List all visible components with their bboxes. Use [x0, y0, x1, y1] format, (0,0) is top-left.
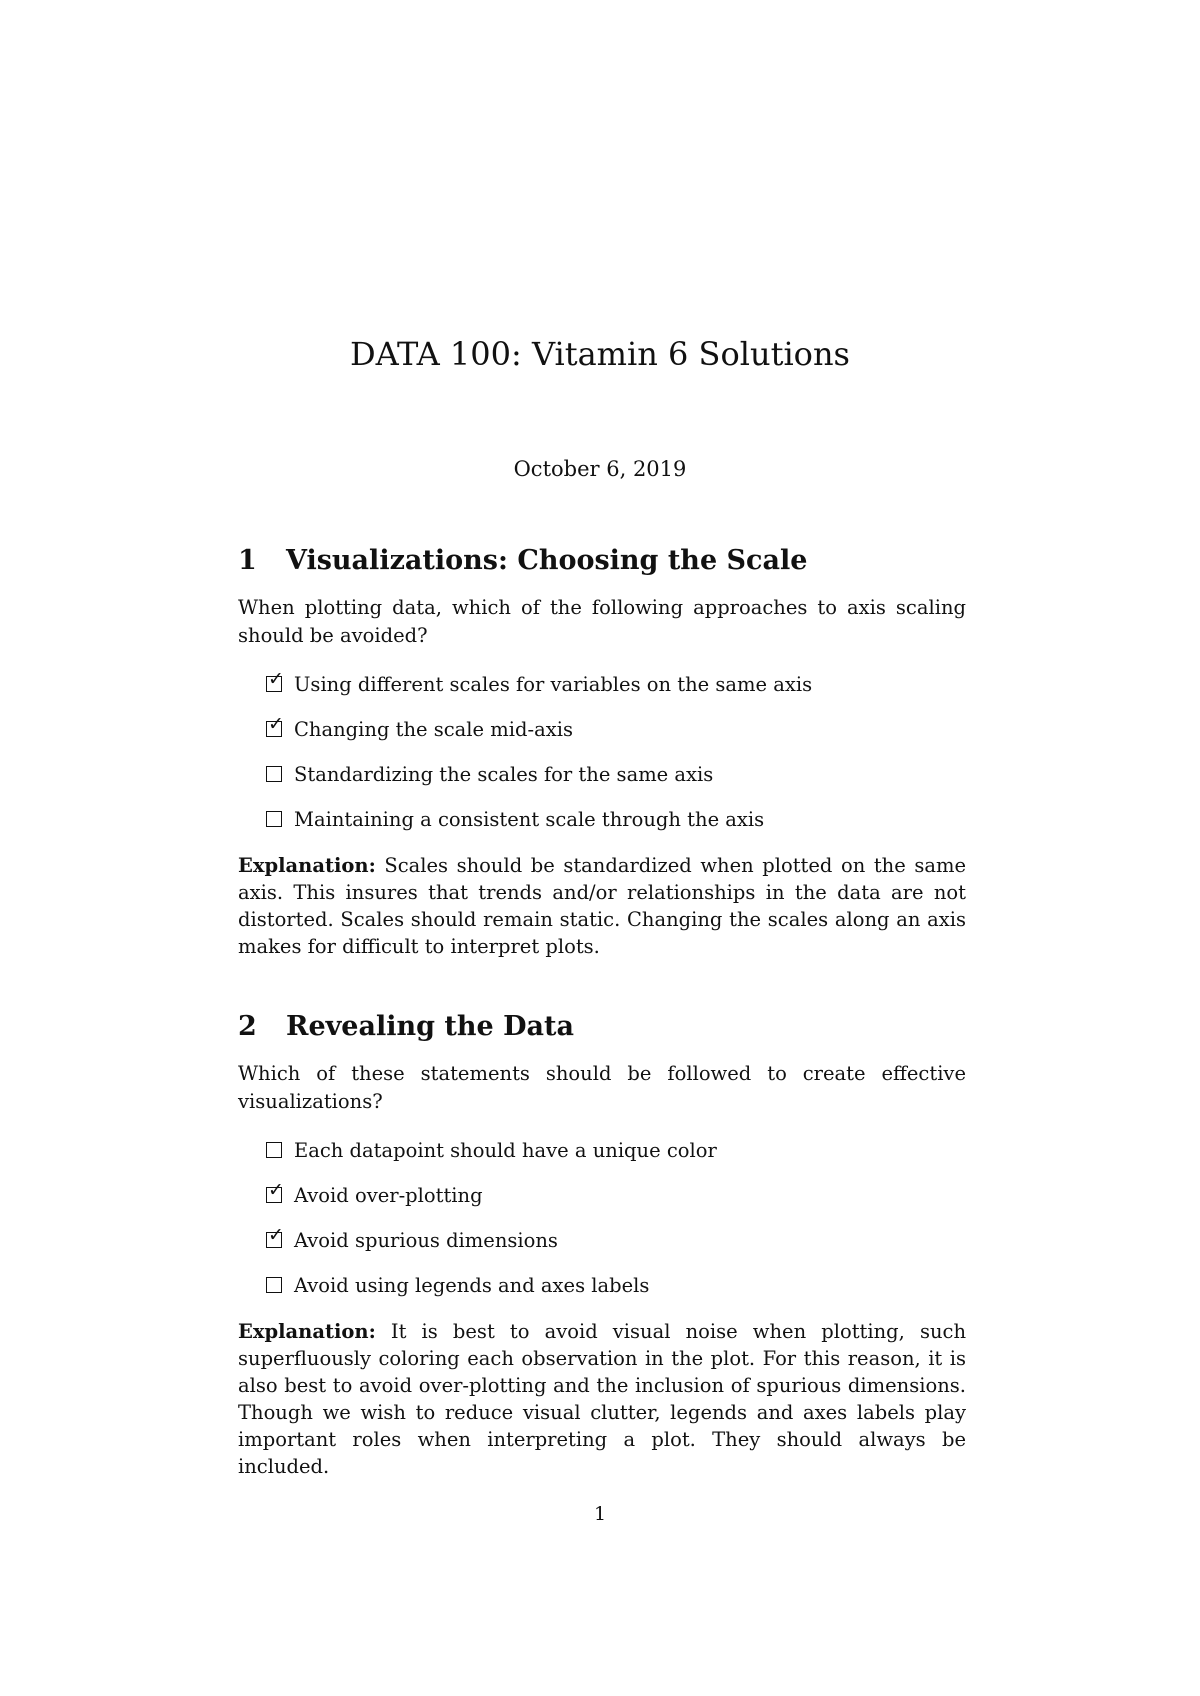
unchecked-checkbox-icon[interactable] [266, 1142, 282, 1158]
checkmark-icon: ✓ [268, 712, 284, 735]
option-label: Using different scales for variables on the same axis [294, 673, 813, 696]
unchecked-checkbox-icon[interactable] [266, 766, 282, 782]
options-list [238, 1128, 966, 1308]
section-number: 2 [238, 1011, 257, 1042]
option-label: Changing the scale mid-axis [294, 718, 573, 741]
section-heading [238, 1010, 966, 1044]
option-label: Each datapoint should have a unique color [294, 1139, 717, 1162]
options-list [238, 662, 966, 842]
option-item [266, 1128, 966, 1173]
option-label: Avoid spurious dimensions [294, 1229, 558, 1252]
explanation-text: It is best to avoid visual noise when plotting, such superfluously coloring each observation in the plot. For this reason, it is also best to avoid over-plotting and the inclusion of spurious dimensions. Though we wish to reduce visual clutter, legends and axes labels play important roles when interpreting a plot. They should always be included. [238, 1320, 966, 1478]
section-title: Visualizations: Choosing the Scale [286, 545, 808, 576]
question-prompt: When plotting data, which of the following approaches to axis scaling should be avoided? [238, 596, 966, 647]
checked-checkbox-icon[interactable] [266, 1178, 284, 1203]
checkmark-icon: ✓ [268, 667, 284, 690]
option-item [266, 1173, 966, 1218]
option-item [266, 707, 966, 752]
checkmark-icon: ✓ [268, 1223, 284, 1246]
unchecked-checkbox-icon[interactable] [266, 1277, 282, 1293]
unchecked-checkbox-icon[interactable] [266, 811, 282, 827]
checked-checkbox-icon[interactable] [266, 667, 284, 692]
explanation-label: Explanation: [238, 854, 376, 877]
question-prompt: Which of these statements should be followed to create effective visualizations? [238, 1062, 966, 1113]
section-number: 1 [238, 545, 257, 576]
checked-checkbox-icon[interactable] [266, 712, 284, 737]
option-label: Avoid over-plotting [294, 1184, 483, 1207]
option-item [266, 1263, 966, 1308]
option-label: Standardizing the scales for the same axis [294, 763, 714, 786]
explanation-text: Scales should be standardized when plotted on the same axis. This insures that trends and/or relationships in the data are not distorted. Scales should remain static. Changing the scales along an axis makes for difficult to interpret plots. [238, 854, 966, 958]
explanation-label: Explanation: [238, 1320, 376, 1343]
section-heading [238, 544, 966, 578]
explanation-paragraph [238, 1318, 966, 1480]
page-number: 1 [593, 1503, 607, 1525]
checkmark-icon: ✓ [268, 1178, 284, 1201]
option-item [266, 797, 966, 842]
document-date: October 6, 2019 [513, 457, 687, 481]
option-item [266, 752, 966, 797]
option-item [266, 1218, 966, 1263]
section-title: Revealing the Data [286, 1011, 574, 1042]
option-label: Avoid using legends and axes labels [294, 1274, 650, 1297]
document-title: DATA 100: Vitamin 6 Solutions [350, 335, 850, 373]
section-1 [238, 544, 966, 960]
checked-checkbox-icon[interactable] [266, 1223, 284, 1248]
option-item [266, 662, 966, 707]
section-2 [238, 1010, 966, 1480]
option-label: Maintaining a consistent scale through the axis [294, 808, 765, 831]
explanation-paragraph [238, 852, 966, 960]
